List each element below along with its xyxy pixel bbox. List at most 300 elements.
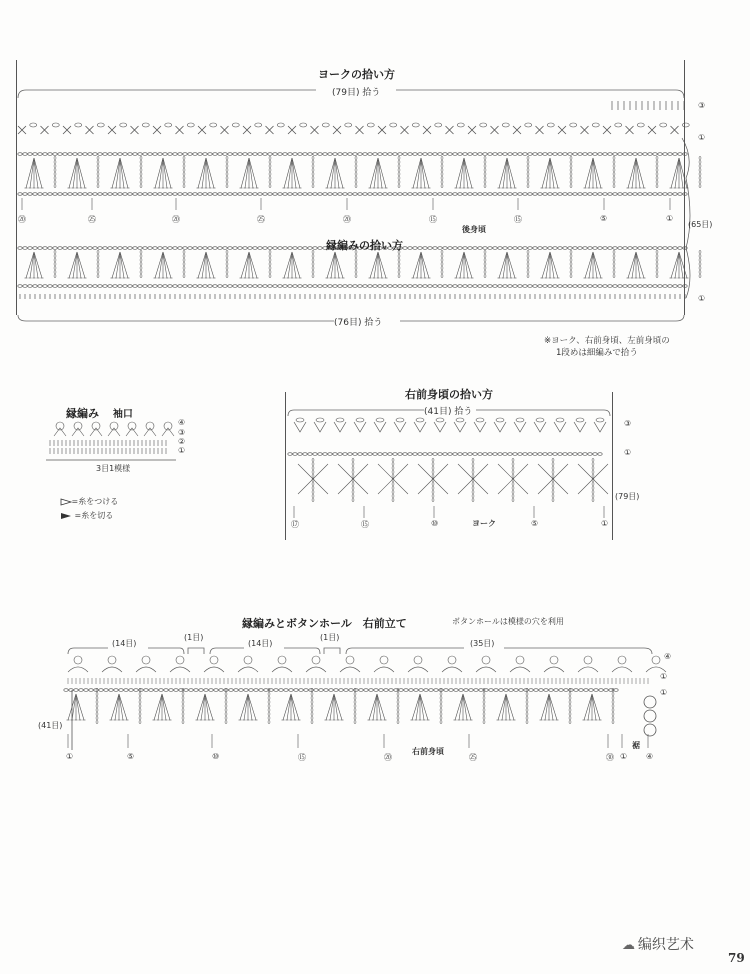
band-fan-stitch — [119, 694, 127, 720]
yoke-chain-stitch — [578, 193, 582, 196]
band-vertical-chain — [268, 704, 270, 708]
edging-chain-stitch — [278, 285, 282, 288]
yoke-chain-stitch — [313, 153, 317, 156]
band-chain-stitch — [464, 689, 468, 692]
yoke-vertical-chain — [484, 176, 486, 180]
edging-fan-stitch — [370, 252, 378, 278]
front-v-stitch — [514, 422, 526, 432]
edging-fan-stitch — [589, 252, 593, 278]
edging-fan-stitch — [331, 252, 335, 278]
yoke-chain-stitch — [353, 153, 357, 156]
edging-chain-stitch — [493, 285, 497, 288]
front-vertical-chain — [512, 490, 514, 494]
band-fan-stitch — [326, 694, 334, 720]
band-chain-stitch — [424, 689, 428, 692]
edging-chain-stitch — [478, 247, 482, 250]
edging-vertical-chain — [269, 266, 271, 270]
band-chain-stitch — [584, 689, 588, 692]
front-vertical-chain — [592, 490, 594, 494]
front-vertical-chain — [592, 470, 594, 474]
band-picot-stitch — [414, 656, 422, 664]
band-shell-stitch — [68, 667, 88, 672]
front-chain-loop — [436, 418, 444, 422]
yoke-vertical-chain — [312, 164, 314, 168]
band-chain-stitch — [224, 689, 228, 692]
edging-fan-stitch — [198, 252, 206, 278]
yoke-chain-stitch — [428, 153, 432, 156]
yoke-chain-stitch — [473, 193, 477, 196]
front-v-stitch — [334, 422, 346, 432]
edging-fan-stitch — [628, 252, 636, 278]
yoke-chain-stitch — [268, 193, 272, 196]
edging-chain-stitch — [668, 285, 672, 288]
front-chain-stitch — [323, 453, 327, 456]
yoke-mid-marker-4: ⑳ — [343, 215, 351, 224]
legend-attach-text: =糸をつける — [71, 497, 119, 506]
yoke-chain-stitch — [83, 153, 87, 156]
right-front-bottom-2: ⑩ — [431, 519, 439, 528]
band-fan-stitch — [588, 694, 592, 720]
edging-chain-stitch — [213, 285, 217, 288]
yoke-chain-stitch — [293, 193, 297, 196]
edging-chain-stitch — [563, 247, 567, 250]
yoke-vertical-chain — [355, 160, 357, 164]
edging-chain-stitch — [98, 285, 102, 288]
yoke-fan-stitch — [421, 158, 429, 188]
edging-vertical-chain — [484, 254, 486, 258]
front-chain-stitch — [598, 453, 602, 456]
sleeve-shell-stitch — [72, 428, 84, 436]
yoke-vertical-chain — [183, 180, 185, 184]
band-bottom-7: ① — [620, 752, 628, 761]
band-vertical-chain — [311, 716, 313, 720]
yoke-fan-stitch — [671, 158, 679, 188]
yoke-fan-stitch — [292, 158, 300, 188]
band-row-4: ④ — [664, 652, 672, 661]
front-v-stitch — [394, 422, 406, 432]
yoke-vertical-chain — [226, 168, 228, 172]
sleeve-stitch-chart — [46, 418, 186, 462]
yoke-chain-stitch — [123, 193, 127, 196]
yoke-chain-stitch — [353, 193, 357, 196]
band-vertical-chain — [440, 720, 442, 724]
band-vertical-chain — [354, 704, 356, 708]
edging-chain-stitch — [138, 285, 142, 288]
edging-chain-stitch — [463, 285, 467, 288]
edging-chain-stitch — [533, 247, 537, 250]
yoke-fan-stitch — [679, 158, 683, 188]
edging-vertical-chain — [398, 258, 400, 262]
band-chain-stitch — [304, 689, 308, 692]
yoke-cross-stitch — [367, 123, 374, 127]
yoke-chain-stitch — [358, 153, 362, 156]
edging-vertical-chain — [226, 250, 228, 254]
edging-chain-stitch — [378, 285, 382, 288]
yoke-cross-stitch — [210, 123, 217, 127]
yoke-chain-stitch — [108, 193, 112, 196]
band-vertical-chain — [569, 700, 571, 704]
band-vertical-chain — [569, 704, 571, 708]
yoke-vertical-chain — [226, 164, 228, 168]
yoke-chain-stitch — [308, 153, 312, 156]
band-chain-stitch — [179, 689, 183, 692]
band-count-1b: (1目) — [320, 633, 340, 642]
edging-chain-stitch — [608, 285, 612, 288]
front-chain-loop — [356, 418, 364, 422]
band-vertical-chain — [354, 720, 356, 724]
band-vertical-chain — [526, 704, 528, 708]
band-vertical-chain — [483, 708, 485, 712]
band-chain-stitch — [544, 689, 548, 692]
band-fan-stitch — [377, 694, 385, 720]
yoke-chain-stitch — [303, 153, 307, 156]
edging-vertical-chain — [484, 262, 486, 266]
yoke-vertical-chain — [398, 160, 400, 164]
edging-chain-stitch — [488, 247, 492, 250]
band-chain-stitch — [294, 689, 298, 692]
band-row-1a: ① — [660, 672, 668, 681]
edging-chain-stitch — [353, 285, 357, 288]
yoke-cross-stitch — [333, 126, 341, 134]
yoke-chain-stitch — [513, 193, 517, 196]
band-chain-stitch — [429, 689, 433, 692]
edging-vertical-chain — [140, 262, 142, 266]
band-vertical-chain — [354, 716, 356, 720]
edging-chain-stitch — [58, 247, 62, 250]
yoke-cross-stitch — [187, 123, 194, 127]
yoke-chain-stitch — [198, 153, 202, 156]
front-chain-loop — [336, 418, 344, 422]
edging-chain-stitch — [618, 247, 622, 250]
yoke-mid-marker-1: ㉕ — [88, 215, 96, 224]
edging-vertical-chain — [140, 274, 142, 278]
yoke-chain-stitch — [378, 153, 382, 156]
yoke-chain-stitch — [18, 153, 22, 156]
edging-chain-stitch — [113, 247, 117, 250]
yoke-vertical-chain — [226, 176, 228, 180]
edging-chain-stitch — [333, 285, 337, 288]
front-chain-stitch — [393, 453, 397, 456]
yoke-fan-stitch — [331, 158, 335, 188]
front-vertical-chain — [392, 486, 394, 490]
edging-chain-stitch — [203, 247, 207, 250]
sleeve-picot-stitch — [92, 422, 100, 430]
band-picot-stitch — [142, 656, 150, 664]
yoke-chain-stitch — [183, 153, 187, 156]
edging-chain-stitch — [233, 247, 237, 250]
front-chain-stitch — [343, 453, 347, 456]
edging-fan-stitch — [120, 252, 128, 278]
band-chain-stitch — [364, 689, 368, 692]
edging-chain-stitch — [193, 285, 197, 288]
band-chain-stitch — [439, 689, 443, 692]
edging-chain-stitch — [413, 285, 417, 288]
yoke-vertical-chain — [269, 180, 271, 184]
yoke-vertical-chain — [484, 164, 486, 168]
edging-fan-stitch — [159, 252, 163, 278]
yoke-chain-stitch — [298, 193, 302, 196]
band-vertical-chain — [268, 716, 270, 720]
yoke-chain-stitch — [143, 153, 147, 156]
yoke-chain-stitch — [158, 153, 162, 156]
yoke-chain-stitch — [258, 153, 262, 156]
right-front-bottom-3: ⑤ — [531, 519, 539, 528]
yoke-cross-stitch — [86, 126, 94, 134]
yoke-chain-stitch — [673, 153, 677, 156]
yoke-row-marker-1b: ① — [698, 294, 706, 303]
band-fan-stitch — [248, 694, 256, 720]
yoke-vertical-chain — [97, 172, 99, 176]
yoke-chain-stitch — [603, 193, 607, 196]
yoke-chain-stitch — [593, 193, 597, 196]
band-chain-stitch — [444, 689, 448, 692]
front-chain-loop — [456, 418, 464, 422]
edging-chain-stitch — [53, 247, 57, 250]
yoke-chain-stitch — [618, 153, 622, 156]
edging-vertical-chain — [97, 258, 99, 262]
front-v-stitch — [454, 422, 466, 432]
band-chain-stitch — [229, 689, 233, 692]
front-chain-stitch — [508, 453, 512, 456]
yoke-chain-stitch — [388, 153, 392, 156]
edging-chain-stitch — [283, 247, 287, 250]
front-vertical-chain — [472, 482, 474, 486]
yoke-chain-stitch — [223, 193, 227, 196]
yoke-cross-stitch — [176, 126, 184, 134]
edging-vertical-chain — [54, 254, 56, 258]
edging-chain-stitch — [523, 247, 527, 250]
yoke-chain-stitch — [53, 153, 57, 156]
edging-chain-stitch — [288, 247, 292, 250]
edging-chain-stitch — [593, 247, 597, 250]
yoke-cross-stitch — [52, 123, 59, 127]
band-vertical-chain — [225, 696, 227, 700]
edging-vertical-chain — [97, 270, 99, 274]
yoke-vertical-chain — [570, 160, 572, 164]
edging-chain-stitch — [148, 285, 152, 288]
yoke-chain-stitch — [413, 153, 417, 156]
band-picot-stitch — [448, 656, 456, 664]
yoke-fan-stitch — [73, 158, 77, 188]
edging-fan-stitch — [507, 252, 511, 278]
edging-vertical-chain — [312, 254, 314, 258]
edging-vertical-chain — [355, 254, 357, 258]
front-chain-stitch — [428, 453, 432, 456]
band-vertical-chain — [612, 716, 614, 720]
front-vertical-chain — [312, 486, 314, 490]
yoke-chain-stitch — [193, 153, 197, 156]
edging-fan-stitch — [636, 252, 640, 278]
front-chain-stitch — [293, 453, 297, 456]
edging-fan-stitch — [69, 252, 77, 278]
edging-chain-stitch — [123, 285, 127, 288]
front-vertical-chain — [592, 462, 594, 466]
band-vertical-chain — [612, 700, 614, 704]
band-shell-stitch — [476, 667, 496, 672]
band-chain-stitch — [99, 689, 103, 692]
band-body-label: 右前身頃 — [412, 747, 444, 756]
yoke-cross-stitch — [435, 123, 442, 127]
yoke-chain-stitch — [308, 193, 312, 196]
edging-chain-stitch — [598, 285, 602, 288]
band-chain-stitch — [519, 689, 523, 692]
front-vertical-chain — [512, 470, 514, 474]
edging-chain-stitch — [628, 247, 632, 250]
edging-vertical-chain — [312, 274, 314, 278]
yoke-chain-stitch — [643, 193, 647, 196]
right-front-top-count: (41目) 拾う — [424, 407, 473, 417]
edging-chain-stitch — [48, 285, 52, 288]
yoke-fan-stitch — [159, 158, 163, 188]
band-vertical-chain — [268, 696, 270, 700]
band-chain-stitch — [194, 689, 198, 692]
edging-vertical-chain — [355, 274, 357, 278]
edging-chain-stitch — [598, 247, 602, 250]
yoke-chain-stitch — [333, 193, 337, 196]
yoke-vertical-chain — [97, 184, 99, 188]
band-vertical-chain — [182, 712, 184, 716]
edging-chain-stitch — [473, 285, 477, 288]
yoke-vertical-chain — [54, 184, 56, 188]
yoke-vertical-chain — [54, 180, 56, 184]
band-chain-stitch — [414, 689, 418, 692]
edging-chain-stitch — [573, 247, 577, 250]
edging-chain-stitch — [358, 285, 362, 288]
yoke-chain-stitch — [378, 193, 382, 196]
yoke-vertical-chain — [656, 172, 658, 176]
edging-chain-stitch — [133, 285, 137, 288]
yoke-vertical-chain — [355, 180, 357, 184]
edging-chain-stitch — [128, 247, 132, 250]
yoke-chain-stitch — [63, 193, 67, 196]
yoke-vertical-chain — [656, 184, 658, 188]
edging-vertical-chain — [527, 250, 529, 254]
yoke-vertical-chain — [312, 184, 314, 188]
band-bottom-6: ㉚ — [606, 753, 614, 762]
yoke-chain-stitch — [678, 153, 682, 156]
edging-fan-stitch — [464, 252, 472, 278]
front-chain-stitch — [373, 453, 377, 456]
yoke-vertical-chain — [527, 184, 529, 188]
band-fan-stitch — [463, 694, 467, 720]
band-vertical-chain — [397, 716, 399, 720]
edging-chain-stitch — [458, 285, 462, 288]
yoke-chain-stitch — [248, 193, 252, 196]
edging-chain-stitch — [403, 247, 407, 250]
yoke-chain-stitch — [518, 193, 522, 196]
band-fan-stitch — [455, 694, 463, 720]
yoke-vertical-chain — [441, 172, 443, 176]
edging-vertical-chain — [269, 258, 271, 262]
yoke-chain-stitch — [428, 193, 432, 196]
front-cross-stitch — [498, 464, 528, 494]
yoke-vertical-chain — [269, 164, 271, 168]
edging-chain-stitch — [63, 247, 67, 250]
yoke-vertical-chain — [140, 180, 142, 184]
edging-chain-stitch — [243, 247, 247, 250]
edging-fan-stitch — [327, 252, 335, 278]
front-cross-stitch — [338, 464, 368, 494]
edging-chain-stitch — [643, 285, 647, 288]
front-chain-stitch — [473, 453, 477, 456]
yoke-vertical-chain — [355, 184, 357, 188]
band-vertical-chain — [268, 712, 270, 716]
front-chain-loop — [516, 418, 524, 422]
yoke-chain-stitch — [528, 193, 532, 196]
edging-chain-stitch — [108, 285, 112, 288]
front-chain-stitch — [303, 453, 307, 456]
band-chain-stitch — [114, 689, 118, 692]
yoke-chain-stitch — [148, 153, 152, 156]
yoke-chain-stitch — [113, 193, 117, 196]
band-vertical-chain — [96, 712, 98, 716]
yoke-vertical-chain — [97, 180, 99, 184]
edging-vertical-chain — [355, 266, 357, 270]
edging-chain-stitch — [373, 285, 377, 288]
edging-vertical-chain — [613, 266, 615, 270]
edging-chain-stitch — [393, 285, 397, 288]
yoke-chain-stitch — [508, 153, 512, 156]
edging-chain-stitch — [48, 247, 52, 250]
edging-vertical-chain — [441, 250, 443, 254]
yoke-vertical-chain — [527, 172, 529, 176]
edging-vertical-chain — [355, 262, 357, 266]
sleeve-shell-stitch — [54, 428, 66, 436]
yoke-chain-stitch — [488, 193, 492, 196]
yoke-vertical-chain — [54, 164, 56, 168]
front-vertical-chain — [472, 470, 474, 474]
band-vertical-chain — [397, 696, 399, 700]
front-chain-stitch — [353, 453, 357, 456]
band-chain-stitch — [274, 689, 278, 692]
edging-chain-stitch — [648, 285, 652, 288]
edging-vertical-chain — [97, 250, 99, 254]
yoke-cross-stitch — [153, 126, 161, 134]
front-chain-loop — [416, 418, 424, 422]
yoke-fan-stitch — [202, 158, 206, 188]
yoke-chain-stitch — [523, 193, 527, 196]
yoke-cross-stitch — [221, 126, 229, 134]
yoke-chain-stitch — [38, 193, 42, 196]
edging-chain-stitch — [583, 285, 587, 288]
yoke-fan-stitch — [460, 158, 464, 188]
yoke-fan-stitch — [589, 158, 593, 188]
yoke-vertical-chain — [398, 176, 400, 180]
band-vertical-chain — [354, 708, 356, 712]
yoke-chain-stitch — [218, 153, 222, 156]
yoke-chain-stitch — [318, 193, 322, 196]
yoke-chain-stitch — [408, 193, 412, 196]
front-v-stitch — [494, 422, 506, 432]
band-chain-stitch — [104, 689, 108, 692]
band-chain-stitch — [64, 689, 68, 692]
yoke-vertical-chain — [484, 168, 486, 172]
yoke-note-2: 1段めは細編みで拾う — [556, 348, 638, 358]
band-vertical-chain — [311, 700, 313, 704]
band-chain-stitch — [379, 689, 383, 692]
yoke-mid-marker-5: ⑮ — [429, 215, 437, 224]
band-vertical-chain — [225, 720, 227, 724]
yoke-chain-stitch — [118, 193, 122, 196]
edging-vertical-chain — [97, 262, 99, 266]
yoke-chain-stitch — [48, 153, 52, 156]
band-chain-stitch — [134, 689, 138, 692]
band-vertical-chain — [440, 696, 442, 700]
band-fan-stitch — [76, 694, 84, 720]
yoke-vertical-chain — [183, 168, 185, 172]
yoke-chain-stitch — [463, 153, 467, 156]
edging-chain-stitch — [283, 285, 287, 288]
